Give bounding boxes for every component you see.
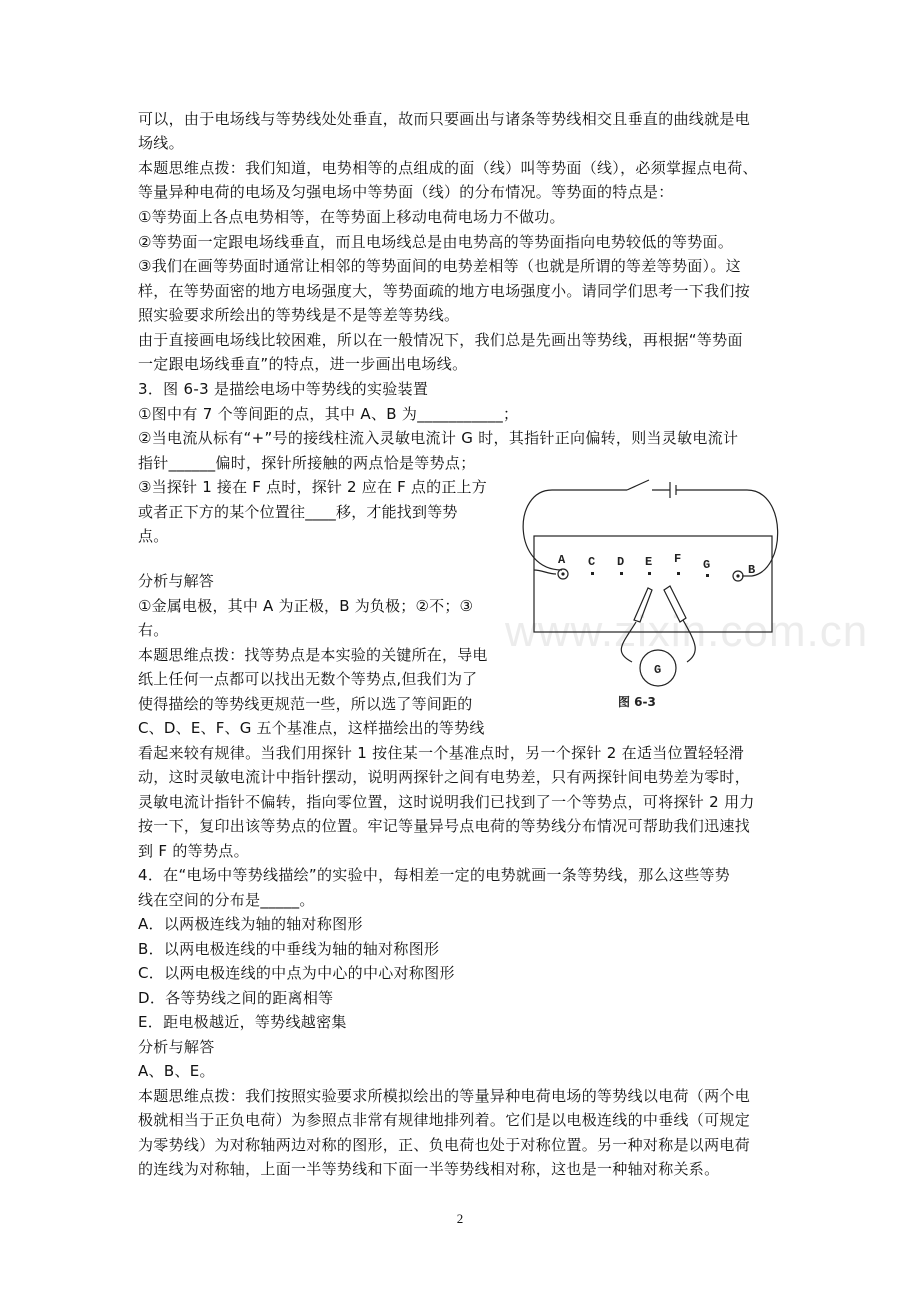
point-e-label: E: [645, 555, 653, 569]
text-line: 指针______偏时，探针所接触的两点恰是等势点；: [138, 454, 476, 472]
circuit-wire-left: [523, 490, 627, 570]
point-f-label: F: [674, 552, 682, 566]
point-a-label: A: [558, 553, 566, 567]
answer-line: A、B、E。: [138, 1062, 215, 1080]
question-4-title: 4．在“电场中等势线描绘”的实验中，每相差一定的电势就画一条等势线，那么这些等势: [138, 866, 731, 884]
page-number: 2: [456, 1211, 464, 1226]
text-line: ①图中有 7 个等间距的点，其中 A、B 为___________；: [138, 405, 519, 423]
text-line: 到 F 的等势点。: [138, 842, 249, 860]
text-line: 线在空间的分布是_____。: [138, 891, 315, 909]
text-line: 看起来较有规律。当我们用探针 1 按住某一个基准点时，另一个探针 2 在适当位置轻轻滑: [138, 744, 745, 762]
text-line: 一定跟电场线垂直”的特点，进一步画出电场线。: [138, 355, 468, 373]
watermark: www.zixin.com.cn: [505, 607, 869, 656]
text-line: 为零势线）为对称轴两边对称的图形，正、负电荷也处于对称位置。另一种对称是以两电荷: [138, 1136, 751, 1154]
option-d: D．各等势线之间的距离相等: [138, 989, 334, 1007]
option-e: E．距电极越近，等势线越密集: [138, 1013, 347, 1031]
conductive-paper: [534, 536, 772, 632]
point-c-label: C: [588, 555, 596, 569]
text-line: ②当电流从标有“+”号的接线柱流入灵敏电流计 G 时，其指针正向偏转，则当灵敏电流计: [138, 429, 739, 447]
text-line: 场线。: [138, 134, 184, 152]
text-line: 可以，由于电场线与等势线处处垂直，故而只要画出与诸条等势线相交且垂直的曲线就是电: [138, 110, 751, 128]
probe-2-wire: [683, 620, 695, 662]
text-line: ②等势面一定跟电场线垂直，而且电场线总是由电势高的等势面指向电势较低的等势面。: [138, 233, 734, 251]
text-line: 纸上任何一点都可以找出无数个等势点,但我们为了: [138, 670, 478, 688]
text-line: C、D、E、F、G 五个基准点，这样描绘出的等势线: [138, 719, 485, 737]
option-c: C．以两电极连线的中点为中心的中心对称图形: [138, 964, 455, 982]
point-e-dot: [648, 572, 651, 575]
text-line: ①等势面上各点电势相等，在等势面上移动电荷电场力不做功。: [138, 208, 565, 226]
option-a: A．以两极连线为轴的轴对称图形: [138, 915, 363, 933]
text-line: 或者正下方的某个位置往____移，才能找到等势: [138, 503, 458, 521]
text-line: ③当探针 1 接在 F 点时，探针 2 应在 F 点的正上方: [138, 478, 487, 496]
point-f-dot: [677, 572, 680, 575]
analysis-heading: 分析与解答: [138, 572, 215, 590]
text-line: 等量异种电荷的电场及匀强电场中等势面（线）的分布情况。等势面的特点是：: [138, 183, 674, 201]
point-d-label: D: [617, 555, 625, 569]
point-g-dot: [706, 574, 709, 577]
probe-1-wire: [621, 622, 636, 662]
point-d-dot: [620, 572, 623, 575]
point-c-dot: [591, 572, 594, 575]
text-line: 照实验要求所绘出的等势线是不是等差等势线。: [138, 306, 460, 324]
text-line: 右。: [138, 621, 169, 639]
switch-icon: [627, 480, 649, 490]
text-line: 按一下，复印出该等势点的位置。牢记等量异号点电荷的等势线分布情况可帮助我们迅速找: [138, 817, 751, 835]
probe-2-icon: [664, 586, 686, 622]
text-line: 动，这时灵敏电流计中指针摆动，说明两探针之间有电势差，只有两探针间电势差为零时，: [138, 768, 751, 786]
galvanometer-label: G: [654, 663, 662, 677]
text-line: 极就相当于正负电荷）为参照点非常有规律地排列着。它们是以电极连线的中垂线（可规定: [138, 1111, 751, 1129]
text-line: ③我们在画等势面时通常让相邻的等势面间的电势差相等（也就是所谓的等差等势面）。这: [138, 257, 741, 275]
analysis-heading: 分析与解答: [138, 1038, 215, 1056]
text-line: 本题思维点拨：找等势点是本实验的关键所在，导电: [138, 646, 488, 664]
text-line: 灵敏电流计指针不偏转，指向零位置，这时说明我们已找到了一个等势点，可将探针 2 用力: [138, 793, 755, 811]
text-line: 使得描绘的等势线更规范一些，所以选了等间距的: [138, 695, 473, 713]
experiment-diagram: [512, 470, 792, 720]
figure-caption: 图 6-3: [618, 695, 656, 709]
text-line: 本题思维点拨：我们按照实验要求所模拟绘出的等量异种电荷电场的等势线以电荷（两个电: [138, 1087, 751, 1105]
text-line: 点。: [138, 527, 169, 545]
text-line: ①金属电极，其中 A 为正极，B 为负极；②不；③: [138, 597, 474, 615]
circuit-wire-right: [676, 490, 778, 576]
text-line: 样，在等势面密的地方电场强度大，等势面疏的地方电场强度小。请同学们思考一下我们按: [138, 282, 751, 300]
point-b-label: B: [748, 563, 756, 577]
point-g-label: G: [703, 558, 711, 572]
question-3-title: 3．图 6-3 是描绘电场中等势线的实验装置: [138, 380, 429, 398]
text-line: 本题思维点拨：我们知道，电势相等的点组成的面（线）叫等势面（线），必须掌握点电荷、: [138, 159, 758, 177]
option-b: B．以两电极连线的中垂线为轴的轴对称图形: [138, 940, 440, 958]
wire-to-a: [534, 570, 556, 574]
text-line: 的连线为对称轴，上面一半等势线和下面一半等势线相对称，这也是一种轴对称关系。: [138, 1160, 720, 1178]
text-line: 由于直接画电场线比较困难，所以在一般情况下，我们总是先画出等势线，再根据“等势面: [138, 331, 743, 349]
probe-1-icon: [634, 588, 652, 622]
